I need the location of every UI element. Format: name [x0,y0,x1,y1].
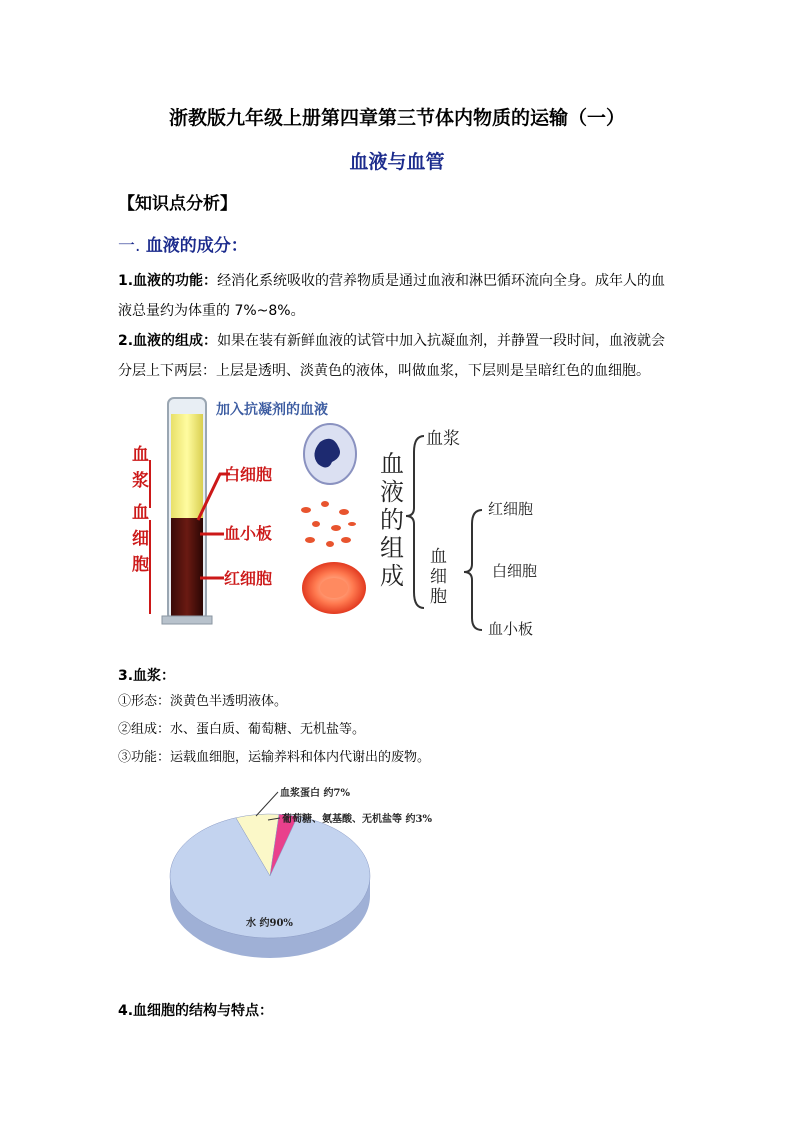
figure1-caption: 加入抗凝剂的血液 [216,402,328,418]
branch-plasma: 血浆 [426,429,460,449]
cell-layer [171,518,203,616]
item3-line-2: ②组成：水、蛋白质、葡萄糖、无机盐等。 [118,722,366,737]
section-header: 【知识点分析】 [118,194,237,214]
item3-line-1: ①形态：淡黄色半透明液体。 [118,694,288,709]
section1-heading [118,231,248,256]
branch-cells [430,547,447,607]
plasma-layer [171,414,203,518]
section1-number: 一. [118,236,141,256]
platelet-image [301,501,356,547]
label-platelet: 血小板 [224,524,273,543]
item1-paragraph [118,266,678,326]
pie-label-water: 水 约90% [246,918,293,929]
label-rbc: 红细胞 [224,569,273,588]
pie-leader-protein [256,792,278,816]
document-subtitle: 血液与血管 [349,151,445,173]
item4-heading: 4.血细胞的结构与特点： [118,1003,274,1019]
label-wbc: 白细胞 [224,465,273,484]
pie-label-protein: 血浆蛋白 约7% [280,788,350,799]
item2-text: 如果在装有新鲜血液的试管中加入抗凝血剂，并静置一段时间，血液就会分层上下两层：上层是透明、淡黄色的液体，叫做血浆，下层则是呈暗红色的血细胞。 [118,333,666,379]
section1-label: 血液的成分： [145,236,248,256]
item3-heading: 3.血浆： [118,668,176,684]
svg-text:血: 血 [430,547,447,567]
item2-heading: 2.血液的组成： [118,333,218,349]
svg-text:组: 组 [380,534,404,562]
pie-label-glucose: 葡萄糖、氨基酸、无机盐等 约3% [282,814,432,825]
item1-text: 经消化系统吸收的营养物质是通过血液和淋巴循环流向全身。成年人的血液总量约为体重的 7%~8%。 [118,273,666,319]
sub-platelet: 血小板 [488,620,534,638]
svg-text:细: 细 [430,567,447,587]
blood-composition-figure [120,392,560,642]
svg-text:血: 血 [380,450,404,478]
svg-text:液: 液 [380,478,404,506]
sub-rbc: 红细胞 [488,500,534,518]
composition-label [380,450,404,590]
svg-text:的: 的 [380,506,404,534]
svg-text:成: 成 [380,562,404,590]
side-label-plasma: 血浆 [132,445,149,491]
side-label-cells: 血细胞 [132,503,149,575]
item3-line-3: ③功能：运载血细胞，运输养料和体内代谢出的废物。 [118,750,431,765]
sub-wbc: 白细胞 [492,562,538,580]
document-title: 浙教版九年级上册第四章第三节体内物质的运输（一） [168,107,625,129]
plasma-composition-pie-chart [160,776,460,976]
item2-paragraph [118,326,678,386]
item1-heading: 1.血液的功能： [118,273,218,289]
svg-text:胞: 胞 [430,587,447,607]
